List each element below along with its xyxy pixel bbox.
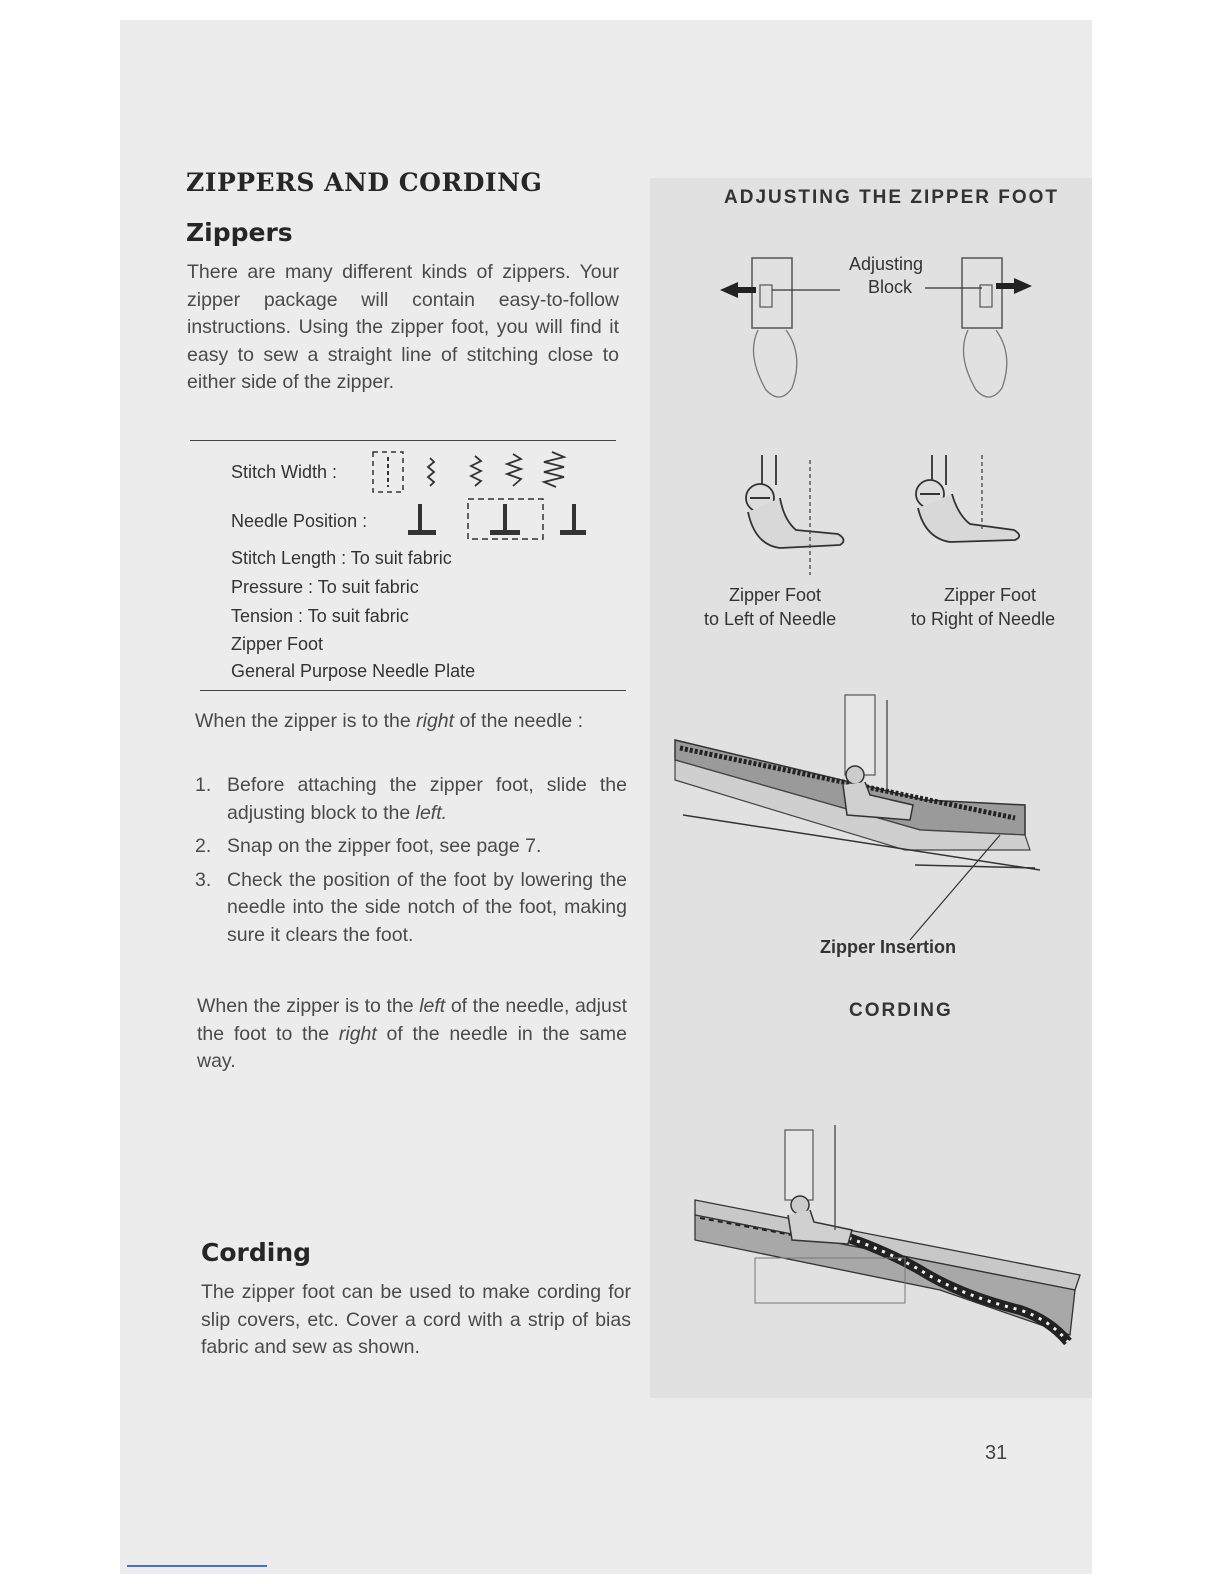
needle-position-label: Needle Position : (231, 511, 368, 531)
stitch-width-icons (370, 446, 580, 496)
needle-position-icons (400, 494, 595, 544)
cording-heading: Cording (201, 1238, 312, 1267)
page-number: 31 (985, 1442, 1008, 1464)
cording-illustration (690, 1120, 1090, 1350)
settings-top-rule (190, 440, 616, 441)
right-side-intro: When the zipper is to the right of the needle : (195, 710, 584, 732)
step-1: 1. Before attaching the zipper foot, slide the adjusting block to the left. (195, 774, 627, 824)
foot-positions-diagram (700, 450, 1090, 585)
step-2: 2. Snap on the zipper foot, see page 7. (195, 835, 542, 858)
settings-bottom-rule (200, 690, 626, 691)
stitch-width-label: Stitch Width : (231, 462, 338, 482)
zipper-insertion-label: Zipper Insertion (820, 937, 957, 957)
foot-setting: Zipper Foot (231, 634, 324, 654)
stitch-length-setting: Stitch Length : To suit fabric (231, 548, 452, 568)
left-side-note: When the zipper is to the left of the needle, adjust the foot to the right of the needle in the same way. (197, 995, 627, 1073)
adjusting-label: Adjusting (849, 254, 924, 274)
step-3: 3. Check the position of the foot by lowering the needle into the side notch of the foot, making sure it clears the foot. (195, 868, 627, 946)
section-title: ZIPPERS AND CORDING (186, 168, 543, 197)
right-caption-2: to Right of Needle (911, 609, 1056, 629)
right-caption-1: Zipper Foot (944, 585, 1037, 605)
left-caption-1: Zipper Foot (729, 585, 822, 605)
zipper-foot-left-icon (746, 455, 844, 575)
left-caption-2: to Left of Needle (704, 609, 837, 629)
cording-sidebar-heading: CORDING (849, 1000, 953, 1021)
right-foot-icon (925, 258, 1032, 397)
zipper-foot-right-icon (916, 455, 1019, 542)
link-underline (127, 1565, 267, 1567)
steps-list (195, 772, 627, 956)
adjusting-heading: ADJUSTING THE ZIPPER FOOT (724, 187, 1060, 208)
zippers-intro: There are many different kinds of zippers. Your zipper package will contain easy-to-follow instructions. Using the zipper foot, you will find it easy to sew a straight line of stitching close to either side of the zipper. (187, 261, 619, 394)
left-foot-icon (720, 258, 840, 397)
needle-position-row (231, 511, 367, 532)
zipper-insertion-illustration (665, 690, 1090, 950)
cording-text: The zipper foot can be used to make cording for slip covers, etc. Cover a cord with a strip of bias fabric and sew as shown. (201, 1281, 631, 1359)
plate-setting: General Purpose Needle Plate (231, 661, 476, 681)
pressure-setting: Pressure : To suit fabric (231, 577, 419, 597)
tension-setting: Tension : To suit fabric (231, 606, 409, 626)
zippers-heading: Zippers (186, 218, 293, 247)
stitch-width-row (231, 462, 337, 483)
block-label: Block (868, 277, 913, 297)
